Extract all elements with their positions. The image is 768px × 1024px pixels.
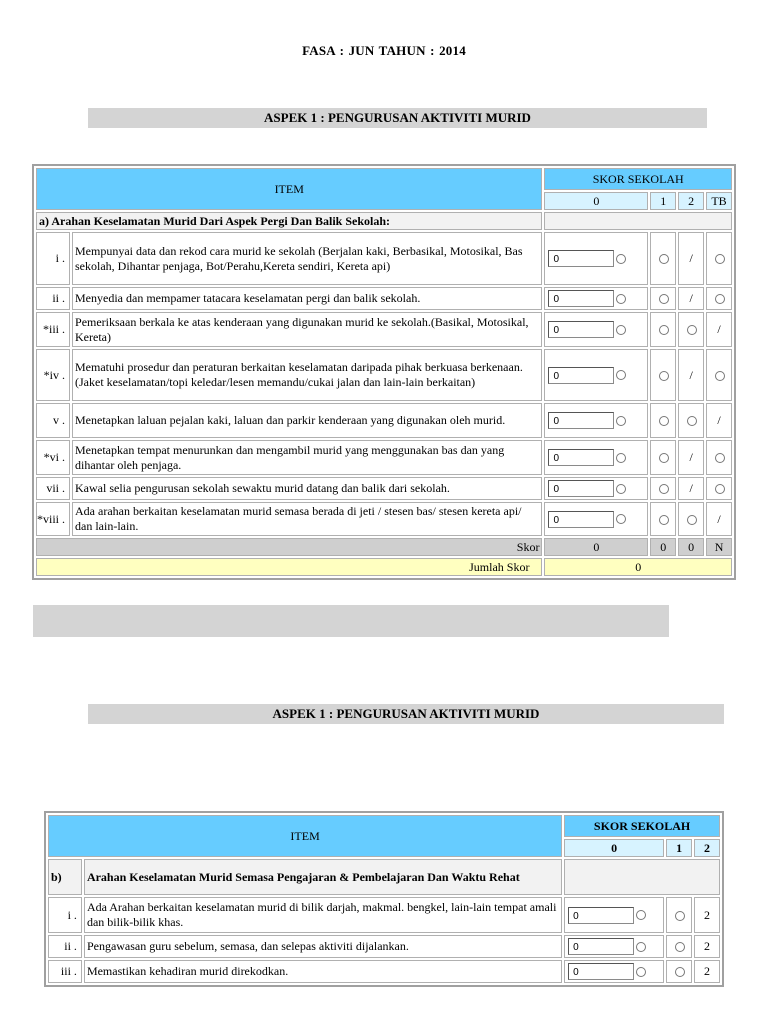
score-tb-radio[interactable] bbox=[715, 371, 725, 381]
score-0-radio[interactable] bbox=[616, 325, 626, 335]
row-number: v . bbox=[36, 403, 70, 438]
row-description: Memastikan kehadiran murid direkodkan. bbox=[84, 960, 562, 983]
score-0-radio[interactable] bbox=[636, 910, 646, 920]
score-2-mark: 2 bbox=[694, 960, 720, 983]
col-2-header: 2 bbox=[678, 192, 704, 210]
item-header: ITEM bbox=[36, 168, 542, 210]
score-0-radio[interactable] bbox=[636, 967, 646, 977]
score-2-mark: / bbox=[678, 349, 704, 401]
score-0-radio[interactable] bbox=[616, 484, 626, 494]
row-description: Ada Arahan berkaitan keselamatan murid di bilik darjah, makmal. bengkel, lain-lain tempat amali dan bilik-bilik khas. bbox=[84, 897, 562, 933]
score-0-radio[interactable] bbox=[636, 942, 646, 952]
score-tb-mark: / bbox=[706, 312, 732, 347]
score-tb-mark: / bbox=[706, 502, 732, 536]
col-0-header: 0 bbox=[544, 192, 648, 210]
score-0-radio[interactable] bbox=[616, 416, 626, 426]
score-cell bbox=[544, 232, 648, 285]
table-row bbox=[48, 960, 720, 983]
footer-band bbox=[33, 605, 669, 637]
score-cell bbox=[544, 349, 648, 401]
skor-2-value: 0 bbox=[678, 538, 704, 556]
row-number: vii . bbox=[36, 477, 70, 500]
subsection-b-letter: b) bbox=[48, 859, 82, 895]
score-0-radio[interactable] bbox=[616, 453, 626, 463]
row-number: *iv . bbox=[36, 349, 70, 401]
score-cell bbox=[564, 935, 664, 958]
subsection-a-score-blank bbox=[544, 212, 732, 230]
table-row bbox=[36, 502, 732, 536]
score-1-radio[interactable] bbox=[675, 942, 685, 952]
score-input[interactable]: 0 bbox=[548, 480, 614, 497]
skor-sekolah-header: SKOR SEKOLAH bbox=[544, 168, 732, 190]
row-description: Mematuhi prosedur dan peraturan berkaitan keselamatan daripada pihak berkuasa berkenaan. (Jaket keselamatan/topi keledar/lesen memandu/cukai jalan dan lain-lain berkaitan) bbox=[72, 349, 542, 401]
score-tb-radio[interactable] bbox=[715, 254, 725, 264]
row-number: i . bbox=[48, 897, 82, 933]
col-1-header: 1 bbox=[650, 192, 676, 210]
score-tb-mark: / bbox=[706, 403, 732, 438]
subsection-a-title: a) Arahan Keselamatan Murid Dari Aspek Pergi Dan Balik Sekolah: bbox=[36, 212, 542, 230]
score-1-radio[interactable] bbox=[659, 453, 669, 463]
score-1-radio[interactable] bbox=[675, 911, 685, 921]
score-cell bbox=[544, 502, 648, 536]
skor-0-value: 0 bbox=[544, 538, 648, 556]
row-number: *vi . bbox=[36, 440, 70, 475]
row-number: *iii . bbox=[36, 312, 70, 347]
col-1-header: 1 bbox=[666, 839, 692, 857]
score-0-radio[interactable] bbox=[616, 254, 626, 264]
score-0-radio[interactable] bbox=[616, 514, 626, 524]
score-input[interactable]: 0 bbox=[568, 963, 634, 980]
row-number: *viii . bbox=[36, 502, 70, 536]
col-0-header: 0 bbox=[564, 839, 664, 857]
score-tb-radio[interactable] bbox=[715, 294, 725, 304]
row-description: Pemeriksaan berkala ke atas kenderaan yang digunakan murid ke sekolah.(Basikal, Motosikal, Kereta) bbox=[72, 312, 542, 347]
score-input[interactable]: 0 bbox=[548, 250, 614, 267]
score-2-mark: / bbox=[678, 232, 704, 285]
row-number: ii . bbox=[48, 935, 82, 958]
assessment-table-b bbox=[44, 811, 724, 987]
score-1-radio[interactable] bbox=[659, 371, 669, 381]
table-row bbox=[36, 312, 732, 347]
table-row bbox=[36, 403, 732, 438]
score-cell bbox=[544, 287, 648, 310]
score-input[interactable]: 0 bbox=[548, 449, 614, 466]
row-number: i . bbox=[36, 232, 70, 285]
score-1-radio[interactable] bbox=[659, 294, 669, 304]
score-2-radio[interactable] bbox=[687, 325, 697, 335]
table-row bbox=[36, 349, 732, 401]
score-input[interactable]: 0 bbox=[548, 321, 614, 338]
score-input[interactable]: 0 bbox=[548, 290, 614, 307]
table-row bbox=[36, 477, 732, 500]
row-description: Pengawasan guru sebelum, semasa, dan selepas aktiviti dijalankan. bbox=[84, 935, 562, 958]
score-cell bbox=[564, 960, 664, 983]
score-cell bbox=[544, 403, 648, 438]
score-tb-radio[interactable] bbox=[715, 484, 725, 494]
score-2-mark: / bbox=[678, 287, 704, 310]
score-1-radio[interactable] bbox=[659, 254, 669, 264]
score-1-radio[interactable] bbox=[659, 515, 669, 525]
score-2-mark: 2 bbox=[694, 935, 720, 958]
score-0-radio[interactable] bbox=[616, 294, 626, 304]
score-tb-radio[interactable] bbox=[715, 453, 725, 463]
item-header: ITEM bbox=[48, 815, 562, 857]
row-number: ii . bbox=[36, 287, 70, 310]
skor-sekolah-header: SKOR SEKOLAH bbox=[564, 815, 720, 837]
table-row bbox=[36, 232, 732, 285]
score-cell bbox=[564, 897, 664, 933]
col-2-header: 2 bbox=[694, 839, 720, 857]
skor-1-value: 0 bbox=[650, 538, 676, 556]
subsection-b-title: Arahan Keselamatan Murid Semasa Pengajaran & Pembelajaran Dan Waktu Rehat bbox=[84, 859, 562, 895]
score-input[interactable]: 0 bbox=[548, 367, 614, 384]
skor-tb-value: N bbox=[706, 538, 732, 556]
score-input[interactable]: 0 bbox=[568, 938, 634, 955]
score-1-radio[interactable] bbox=[659, 325, 669, 335]
table-row bbox=[48, 935, 720, 958]
aspek-title-bar: ASPEK 1 : PENGURUSAN AKTIVITI MURID bbox=[88, 108, 707, 128]
score-input[interactable]: 0 bbox=[548, 511, 614, 528]
score-1-radio[interactable] bbox=[675, 967, 685, 977]
score-2-radio[interactable] bbox=[687, 416, 697, 426]
subsection-b-score-blank bbox=[564, 859, 720, 895]
score-cell bbox=[544, 312, 648, 347]
assessment-table-a bbox=[32, 164, 736, 580]
score-cell bbox=[544, 477, 648, 500]
fasa-tahun-heading: FASA : JUN TAHUN : 2014 bbox=[302, 43, 466, 58]
row-description: Ada arahan berkaitan keselamatan murid semasa berada di jeti / stesen bas/ stesen kereta api/ dan lain-lain. bbox=[72, 502, 542, 536]
score-input[interactable]: 0 bbox=[548, 412, 614, 429]
row-description: Menetapkan tempat menurunkan dan mengambil murid yang menggunakan bas dan yang dihantar oleh penjaga. bbox=[72, 440, 542, 475]
row-description: Menyedia dan mempamer tatacara keselamatan pergi dan balik sekolah. bbox=[72, 287, 542, 310]
row-description: Kawal selia pengurusan sekolah sewaktu murid datang dan balik dari sekolah. bbox=[72, 477, 542, 500]
score-2-mark: 2 bbox=[694, 897, 720, 933]
aspek-title-bar-2: ASPEK 1 : PENGURUSAN AKTIVITI MURID bbox=[88, 704, 724, 724]
score-input[interactable]: 0 bbox=[568, 907, 634, 924]
score-cell bbox=[544, 440, 648, 475]
score-1-radio[interactable] bbox=[659, 484, 669, 494]
row-description: Mempunyai data dan rekod cara murid ke sekolah (Berjalan kaki, Berbasikal, Motosikal, Bas sekolah, Dihantar penjaga, Bot/Perahu,Kereta sendiri, Kereta api) bbox=[72, 232, 542, 285]
table-row bbox=[36, 440, 732, 475]
score-2-radio[interactable] bbox=[687, 515, 697, 525]
row-number: iii . bbox=[48, 960, 82, 983]
score-1-radio[interactable] bbox=[659, 416, 669, 426]
jumlah-skor-label: Jumlah Skor bbox=[36, 558, 542, 576]
score-2-mark: / bbox=[678, 477, 704, 500]
skor-label: Skor bbox=[36, 538, 542, 556]
score-2-mark: / bbox=[678, 440, 704, 475]
row-description: Menetapkan laluan pejalan kaki, laluan dan parkir kenderaan yang digunakan oleh murid. bbox=[72, 403, 542, 438]
jumlah-skor-value: 0 bbox=[544, 558, 732, 576]
table-row bbox=[48, 897, 720, 933]
table-row bbox=[36, 287, 732, 310]
score-0-radio[interactable] bbox=[616, 370, 626, 380]
col-tb-header: TB bbox=[706, 192, 732, 210]
